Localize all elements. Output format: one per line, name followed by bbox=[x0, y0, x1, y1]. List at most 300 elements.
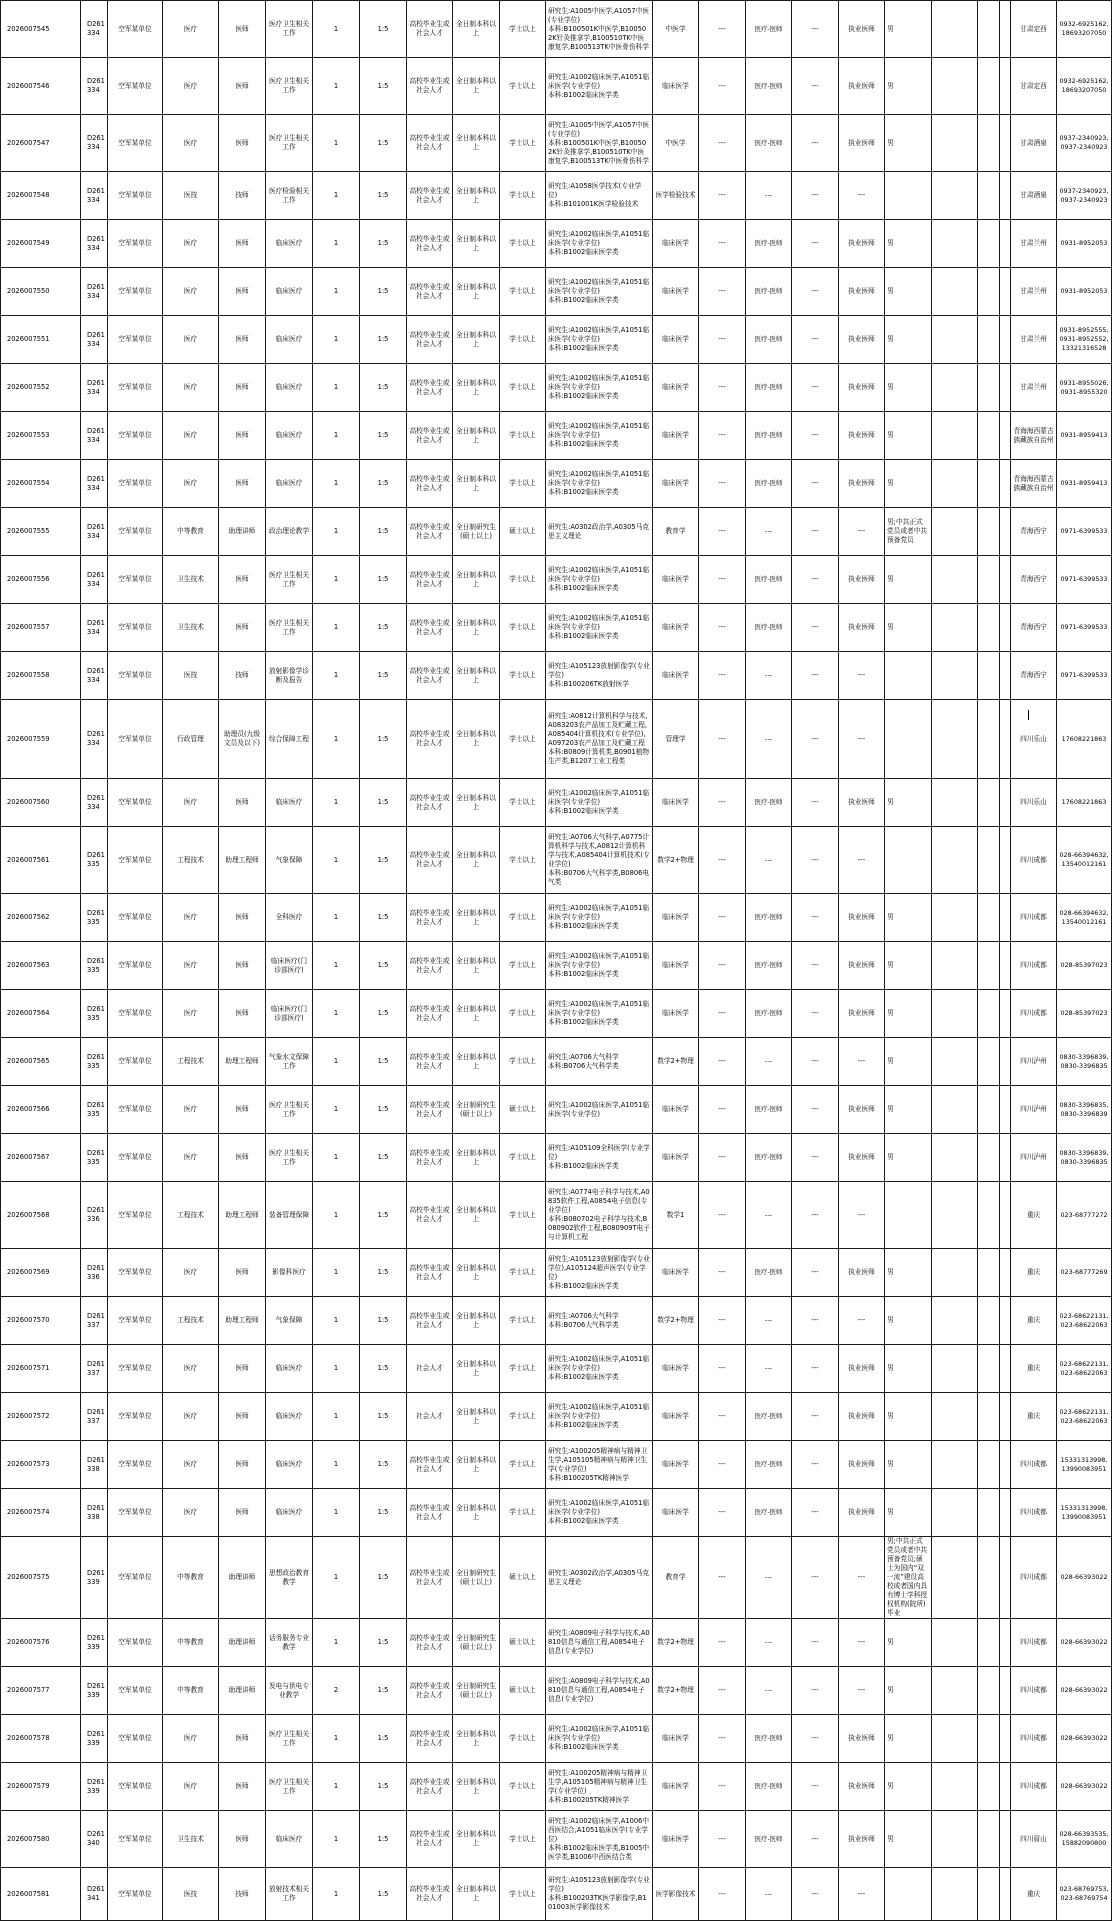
cell-cell: --- bbox=[792, 990, 839, 1038]
position-title-cell: 技师 bbox=[219, 172, 266, 220]
cell-cell: --- bbox=[699, 827, 746, 894]
contact-phone-cell: 15331313998,13990083951 bbox=[1057, 1441, 1112, 1489]
employer-cell: 空军某单位 bbox=[108, 1868, 163, 1921]
cell-cell: --- bbox=[792, 1811, 839, 1868]
candidate-source-cell: 高校毕业生或社会人才 bbox=[407, 1868, 453, 1921]
exam-ratio-cell: 1:5 bbox=[360, 1297, 407, 1345]
cell-cell: --- bbox=[792, 1134, 839, 1182]
work-location-cell: 四川成都 bbox=[1011, 942, 1057, 990]
qualification-cell: --- bbox=[746, 1667, 792, 1715]
position-category-cell: 卫生技术 bbox=[163, 1811, 219, 1868]
position-code-cell: 2026007561 bbox=[1, 827, 81, 894]
exam-ratio-cell: 1:5 bbox=[360, 1715, 407, 1763]
candidate-source-cell: 高校毕业生或社会人才 bbox=[407, 1619, 453, 1667]
degree-cell: 学士以上 bbox=[500, 942, 546, 990]
cell-cell bbox=[978, 700, 1000, 779]
unit-code-cell: D261335 bbox=[81, 1038, 108, 1086]
employer-cell: 空军某单位 bbox=[108, 1038, 163, 1086]
job-description-cell: 医疗卫生相关工作 bbox=[266, 1715, 313, 1763]
candidate-source-cell: 高校毕业生或社会人才 bbox=[407, 58, 453, 115]
cell-cell bbox=[1000, 1537, 1011, 1619]
hire-count-cell: 1 bbox=[313, 1763, 360, 1811]
exam-ratio-cell: 1:5 bbox=[360, 1811, 407, 1868]
major-requirement-cell: 研究生:A105109全科医学(专业学位) 本科:B1002临床医学类 bbox=[546, 1134, 653, 1182]
cell-cell: --- bbox=[792, 364, 839, 412]
exam-subject-cell: 临床医学 bbox=[653, 58, 699, 115]
hire-count-cell: 1 bbox=[313, 1715, 360, 1763]
position-category-cell: 医疗 bbox=[163, 1086, 219, 1134]
exam-ratio-cell: 1:5 bbox=[360, 1345, 407, 1393]
hire-count-cell: 1 bbox=[313, 58, 360, 115]
major-requirement-cell: 研究生:A1002临床医学,A1006中西医结合,A1051临床医学(专业学位) 本科:B1002临床医学类,B1005中医学类,B1006中西医结合类 bbox=[546, 1811, 653, 1868]
major-requirement-cell: 研究生:A1002临床医学,A1051临床医学(专业学位) 本科:B1002临床医学类 bbox=[546, 268, 653, 316]
contact-phone-cell: 023-68769753,023-68769754 bbox=[1057, 1868, 1112, 1921]
exam-ratio-cell: 1:5 bbox=[360, 268, 407, 316]
candidate-source-cell: 高校毕业生或社会人才 bbox=[407, 827, 453, 894]
cell-cell bbox=[932, 779, 978, 827]
position-code-cell: 2026007548 bbox=[1, 172, 81, 220]
work-location-cell: 四川眉山 bbox=[1011, 1811, 1057, 1868]
employer-cell: 空军某单位 bbox=[108, 115, 163, 172]
license-cell: 执业医师 bbox=[839, 412, 885, 460]
education-cell: 全日制本科以上 bbox=[453, 172, 500, 220]
position-title-cell: 医师 bbox=[219, 1441, 266, 1489]
exam-subject-cell: 医学影像技术 bbox=[653, 1868, 699, 1921]
cell-cell bbox=[932, 364, 978, 412]
education-cell: 全日制本科以上 bbox=[453, 220, 500, 268]
position-title-cell: 医师 bbox=[219, 1763, 266, 1811]
candidate-source-cell: 高校毕业生或社会人才 bbox=[407, 364, 453, 412]
exam-ratio-cell: 1:5 bbox=[360, 942, 407, 990]
position-title-cell: 助理员(九级文员及以下) bbox=[219, 700, 266, 779]
unit-code-cell: D261334 bbox=[81, 460, 108, 508]
work-location-cell: 重庆 bbox=[1011, 1393, 1057, 1441]
hire-count-cell: 1 bbox=[313, 1249, 360, 1297]
other-requirement-cell: 男 bbox=[885, 460, 932, 508]
cell-cell bbox=[932, 1715, 978, 1763]
candidate-source-cell: 高校毕业生或社会人才 bbox=[407, 604, 453, 652]
job-description-cell: 发电与供电专业教学 bbox=[266, 1667, 313, 1715]
position-code-cell: 2026007578 bbox=[1, 1715, 81, 1763]
job-description-cell: 医疗卫生相关工作 bbox=[266, 1, 313, 58]
hire-count-cell: 1 bbox=[313, 1, 360, 58]
qualification-cell: 医疗-医师 bbox=[746, 220, 792, 268]
work-location-cell: 青海海西蒙古族藏族自治州 bbox=[1011, 412, 1057, 460]
hire-count-cell: 1 bbox=[313, 172, 360, 220]
contact-phone-cell: 023-68622131,023-68622063 bbox=[1057, 1393, 1112, 1441]
contact-phone-cell: 028-66393022 bbox=[1057, 1537, 1112, 1619]
cell-cell: --- bbox=[792, 1249, 839, 1297]
work-location-cell: 四川成都 bbox=[1011, 990, 1057, 1038]
exam-subject-cell: 临床医学 bbox=[653, 894, 699, 942]
table-row bbox=[1, 990, 1112, 1038]
license-cell: 执业医师 bbox=[839, 115, 885, 172]
position-title-cell: 技师 bbox=[219, 652, 266, 700]
unit-code-cell: D261339 bbox=[81, 1537, 108, 1619]
hire-count-cell: 1 bbox=[313, 652, 360, 700]
major-requirement-cell: 研究生:A1002临床医学,A1051临床医学(专业学位) 本科:B1002临床医学类 bbox=[546, 1345, 653, 1393]
qualification-cell: --- bbox=[746, 700, 792, 779]
unit-code-cell: D261335 bbox=[81, 942, 108, 990]
exam-ratio-cell: 1:5 bbox=[360, 1134, 407, 1182]
contact-phone-cell: 0830-3396835,0830-3396839 bbox=[1057, 1086, 1112, 1134]
exam-subject-cell: 数学2+物理 bbox=[653, 1667, 699, 1715]
cell-cell bbox=[978, 652, 1000, 700]
table-row bbox=[1, 1619, 1112, 1667]
cell-cell bbox=[978, 827, 1000, 894]
license-cell: 执业医师 bbox=[839, 1441, 885, 1489]
degree-cell: 学士以上 bbox=[500, 364, 546, 412]
position-category-cell: 中等教育 bbox=[163, 1619, 219, 1667]
position-category-cell: 医技 bbox=[163, 652, 219, 700]
position-code-cell: 2026007547 bbox=[1, 115, 81, 172]
hire-count-cell: 1 bbox=[313, 779, 360, 827]
license-cell: 执业医师 bbox=[839, 268, 885, 316]
cell-cell: --- bbox=[792, 1715, 839, 1763]
employer-cell: 空军某单位 bbox=[108, 1297, 163, 1345]
position-code-cell: 2026007580 bbox=[1, 1811, 81, 1868]
major-requirement-cell: 研究生:A100205精神病与精神卫生学,A105105精神病与精神卫生学(专业学位) 本科:B100205TK精神医学 bbox=[546, 1763, 653, 1811]
contact-phone-cell: 0931-8952053 bbox=[1057, 220, 1112, 268]
degree-cell: 学士以上 bbox=[500, 1, 546, 58]
cell-cell bbox=[978, 1182, 1000, 1249]
cell-cell: --- bbox=[699, 412, 746, 460]
other-requirement-cell: 男 bbox=[885, 1763, 932, 1811]
education-cell: 全日制本科以上 bbox=[453, 1, 500, 58]
other-requirement-cell: 男 bbox=[885, 1345, 932, 1393]
job-description-cell: 医疗卫生相关工作 bbox=[266, 604, 313, 652]
qualification-cell: --- bbox=[746, 652, 792, 700]
work-location-cell: 甘肃定西 bbox=[1011, 58, 1057, 115]
cell-cell: --- bbox=[699, 316, 746, 364]
position-title-cell: 医师 bbox=[219, 1, 266, 58]
position-code-cell: 2026007554 bbox=[1, 460, 81, 508]
table-row bbox=[1, 1038, 1112, 1086]
cell-cell bbox=[932, 1038, 978, 1086]
exam-ratio-cell: 1:5 bbox=[360, 1393, 407, 1441]
work-location-cell: 四川泸州 bbox=[1011, 1134, 1057, 1182]
contact-phone-cell: 0830-3396839,0830-3396835 bbox=[1057, 1038, 1112, 1086]
cell-cell bbox=[1000, 942, 1011, 990]
education-cell: 全日制本科以上 bbox=[453, 942, 500, 990]
cell-cell: --- bbox=[792, 652, 839, 700]
table-row bbox=[1, 1297, 1112, 1345]
job-description-cell: 临床医疗 bbox=[266, 1489, 313, 1537]
major-requirement-cell: 研究生:A1002临床医学,A1051临床医学(专业学位) 本科:B1002临床医学类 bbox=[546, 779, 653, 827]
unit-code-cell: D261337 bbox=[81, 1297, 108, 1345]
contact-phone-cell: 028-66393535,15882090800 bbox=[1057, 1811, 1112, 1868]
employer-cell: 空军某单位 bbox=[108, 460, 163, 508]
license-cell: --- bbox=[839, 172, 885, 220]
work-location-cell: 甘肃定西 bbox=[1011, 1, 1057, 58]
cell-cell: --- bbox=[699, 604, 746, 652]
major-requirement-cell: 研究生:A1058医学技术(专业学位) 本科:B101001K医学检验技术 bbox=[546, 172, 653, 220]
exam-ratio-cell: 1:5 bbox=[360, 1619, 407, 1667]
education-cell: 全日制本科以上 bbox=[453, 652, 500, 700]
candidate-source-cell: 高校毕业生或社会人才 bbox=[407, 1811, 453, 1868]
job-description-cell: 临床医疗(门诊部医疗) bbox=[266, 942, 313, 990]
qualification-cell: 医疗-医师 bbox=[746, 556, 792, 604]
major-requirement-cell: 研究生:A1002临床医学,A1051临床医学(专业学位) 本科:B1002临床医学类 bbox=[546, 894, 653, 942]
position-title-cell: 医师 bbox=[219, 1393, 266, 1441]
degree-cell: 学士以上 bbox=[500, 1345, 546, 1393]
cell-cell bbox=[932, 316, 978, 364]
cell-cell bbox=[978, 1489, 1000, 1537]
other-requirement-cell: 男 bbox=[885, 364, 932, 412]
major-requirement-cell: 研究生:A1002临床医学,A1051临床医学(专业学位) 本科:B1002临床医学类 bbox=[546, 220, 653, 268]
position-category-cell: 行政管理 bbox=[163, 700, 219, 779]
work-location-cell: 四川泸州 bbox=[1011, 1086, 1057, 1134]
work-location-cell: 青海西宁 bbox=[1011, 508, 1057, 556]
education-cell: 全日制本科以上 bbox=[453, 700, 500, 779]
cell-cell bbox=[1000, 652, 1011, 700]
cell-cell bbox=[1000, 894, 1011, 942]
candidate-source-cell: 高校毕业生或社会人才 bbox=[407, 412, 453, 460]
unit-code-cell: D261335 bbox=[81, 827, 108, 894]
cell-cell: --- bbox=[699, 779, 746, 827]
cell-cell bbox=[978, 1715, 1000, 1763]
position-code-cell: 2026007560 bbox=[1, 779, 81, 827]
education-cell: 全日制本科以上 bbox=[453, 268, 500, 316]
degree-cell: 学士以上 bbox=[500, 316, 546, 364]
qualification-cell: 医疗-医师 bbox=[746, 1086, 792, 1134]
candidate-source-cell: 社会人才 bbox=[407, 1345, 453, 1393]
exam-ratio-cell: 1:5 bbox=[360, 1, 407, 58]
major-requirement-cell: 研究生:A1002临床医学,A1051临床医学(专业学位) 本科:B1002临床医学类 bbox=[546, 58, 653, 115]
hire-count-cell: 1 bbox=[313, 942, 360, 990]
qualification-cell: 医疗-医师 bbox=[746, 604, 792, 652]
exam-subject-cell: 临床医学 bbox=[653, 779, 699, 827]
cell-cell: --- bbox=[699, 1667, 746, 1715]
education-cell: 全日制本科以上 bbox=[453, 1441, 500, 1489]
cell-cell: --- bbox=[792, 58, 839, 115]
job-description-cell: 装备管理保障 bbox=[266, 1182, 313, 1249]
employer-cell: 空军某单位 bbox=[108, 1249, 163, 1297]
cell-cell bbox=[1000, 1345, 1011, 1393]
position-title-cell: 医师 bbox=[219, 1489, 266, 1537]
position-category-cell: 工程技术 bbox=[163, 827, 219, 894]
cell-cell bbox=[978, 1134, 1000, 1182]
exam-subject-cell: 临床医学 bbox=[653, 1489, 699, 1537]
cell-cell: --- bbox=[699, 1868, 746, 1921]
cell-cell bbox=[978, 1619, 1000, 1667]
exam-subject-cell: 临床医学 bbox=[653, 220, 699, 268]
cell-cell bbox=[1000, 1868, 1011, 1921]
cell-cell: --- bbox=[699, 990, 746, 1038]
position-category-cell: 卫生技术 bbox=[163, 556, 219, 604]
license-cell: 执业医师 bbox=[839, 779, 885, 827]
education-cell: 全日制本科以上 bbox=[453, 316, 500, 364]
cell-cell: --- bbox=[699, 1086, 746, 1134]
employer-cell: 空军某单位 bbox=[108, 604, 163, 652]
cell-cell bbox=[1000, 1297, 1011, 1345]
exam-subject-cell: 临床医学 bbox=[653, 412, 699, 460]
candidate-source-cell: 高校毕业生或社会人才 bbox=[407, 779, 453, 827]
position-code-cell: 2026007570 bbox=[1, 1297, 81, 1345]
job-description-cell: 临床医疗 bbox=[266, 460, 313, 508]
cell-cell bbox=[1000, 316, 1011, 364]
cell-cell bbox=[932, 1086, 978, 1134]
position-code-cell: 2026007562 bbox=[1, 894, 81, 942]
job-description-cell: 放射影像学诊断及报告 bbox=[266, 652, 313, 700]
qualification-cell: --- bbox=[746, 1537, 792, 1619]
table-row bbox=[1, 1, 1112, 58]
major-requirement-cell: 研究生:A1002临床医学,A1051临床医学(专业学位) 本科:B1002临床医学类 bbox=[546, 942, 653, 990]
qualification-cell: --- bbox=[746, 1868, 792, 1921]
position-title-cell: 医师 bbox=[219, 779, 266, 827]
exam-ratio-cell: 1:5 bbox=[360, 652, 407, 700]
contact-phone-cell: 028-66393022 bbox=[1057, 1715, 1112, 1763]
employer-cell: 空军某单位 bbox=[108, 1441, 163, 1489]
qualification-cell: 医疗-医师 bbox=[746, 779, 792, 827]
employer-cell: 空军某单位 bbox=[108, 220, 163, 268]
cell-cell: --- bbox=[792, 268, 839, 316]
position-code-cell: 2026007556 bbox=[1, 556, 81, 604]
major-requirement-cell: 研究生:A105123放射影像学(专业学位) 本科:B100203TK医学影像学,B101003医学影像技术 bbox=[546, 1868, 653, 1921]
position-category-cell: 医疗 bbox=[163, 1, 219, 58]
cell-cell bbox=[932, 1441, 978, 1489]
other-requirement-cell bbox=[885, 827, 932, 894]
license-cell: 执业医师 bbox=[839, 894, 885, 942]
position-title-cell: 医师 bbox=[219, 316, 266, 364]
other-requirement-cell: 男 bbox=[885, 1619, 932, 1667]
job-description-cell: 医疗卫生相关工作 bbox=[266, 556, 313, 604]
hire-count-cell: 1 bbox=[313, 268, 360, 316]
employer-cell: 空军某单位 bbox=[108, 1086, 163, 1134]
table-row bbox=[1, 1868, 1112, 1921]
qualification-cell: 医疗-医师 bbox=[746, 460, 792, 508]
position-code-cell: 2026007549 bbox=[1, 220, 81, 268]
cell-cell: --- bbox=[792, 1038, 839, 1086]
contact-phone-cell: 028-66393022 bbox=[1057, 1667, 1112, 1715]
cell-cell bbox=[1000, 1667, 1011, 1715]
position-category-cell: 医疗 bbox=[163, 1249, 219, 1297]
cell-cell bbox=[932, 1811, 978, 1868]
unit-code-cell: D261334 bbox=[81, 652, 108, 700]
exam-ratio-cell: 1:5 bbox=[360, 1667, 407, 1715]
other-requirement-cell: 男 bbox=[885, 1038, 932, 1086]
exam-ratio-cell: 1:5 bbox=[360, 1868, 407, 1921]
contact-phone-cell: 0971-6399533 bbox=[1057, 604, 1112, 652]
exam-subject-cell: 临床医学 bbox=[653, 268, 699, 316]
degree-cell: 学士以上 bbox=[500, 990, 546, 1038]
position-title-cell: 医师 bbox=[219, 220, 266, 268]
candidate-source-cell: 高校毕业生或社会人才 bbox=[407, 316, 453, 364]
position-code-cell: 2026007550 bbox=[1, 268, 81, 316]
cell-cell: --- bbox=[792, 1345, 839, 1393]
table-row bbox=[1, 1345, 1112, 1393]
exam-subject-cell: 数学2+物理 bbox=[653, 1038, 699, 1086]
table-row bbox=[1, 894, 1112, 942]
position-code-cell: 2026007545 bbox=[1, 1, 81, 58]
exam-ratio-cell: 1:5 bbox=[360, 364, 407, 412]
cell-cell bbox=[978, 1667, 1000, 1715]
employer-cell: 空军某单位 bbox=[108, 58, 163, 115]
unit-code-cell: D261338 bbox=[81, 1441, 108, 1489]
cell-cell: --- bbox=[699, 1297, 746, 1345]
employer-cell: 空军某单位 bbox=[108, 556, 163, 604]
cell-cell bbox=[978, 942, 1000, 990]
work-location-cell: 甘肃酒泉 bbox=[1011, 115, 1057, 172]
candidate-source-cell: 高校毕业生或社会人才 bbox=[407, 556, 453, 604]
cell-cell bbox=[932, 1537, 978, 1619]
contact-phone-cell: 0931-8959413 bbox=[1057, 412, 1112, 460]
unit-code-cell: D261335 bbox=[81, 1086, 108, 1134]
table-row bbox=[1, 220, 1112, 268]
license-cell: 执业医师 bbox=[839, 1086, 885, 1134]
degree-cell: 学士以上 bbox=[500, 1441, 546, 1489]
work-location-cell: 重庆 bbox=[1011, 1182, 1057, 1249]
cell-cell: --- bbox=[699, 1134, 746, 1182]
exam-ratio-cell: 1:5 bbox=[360, 1537, 407, 1619]
cell-cell: --- bbox=[699, 1619, 746, 1667]
cell-cell bbox=[932, 556, 978, 604]
other-requirement-cell: 男 bbox=[885, 1715, 932, 1763]
license-cell: --- bbox=[839, 652, 885, 700]
cell-cell bbox=[1000, 172, 1011, 220]
cell-cell: --- bbox=[699, 172, 746, 220]
contact-phone-cell: 15331313998,13990083951 bbox=[1057, 1489, 1112, 1537]
work-location-cell: 四川成都 bbox=[1011, 1441, 1057, 1489]
work-location-cell: 四川泸州 bbox=[1011, 1038, 1057, 1086]
degree-cell: 学士以上 bbox=[500, 1868, 546, 1921]
cell-cell bbox=[978, 1, 1000, 58]
candidate-source-cell: 高校毕业生或社会人才 bbox=[407, 220, 453, 268]
exam-subject-cell: 临床医学 bbox=[653, 1715, 699, 1763]
education-cell: 全日制本科以上 bbox=[453, 827, 500, 894]
exam-ratio-cell: 1:5 bbox=[360, 1038, 407, 1086]
candidate-source-cell: 高校毕业生或社会人才 bbox=[407, 1182, 453, 1249]
other-requirement-cell: 男 bbox=[885, 1249, 932, 1297]
candidate-source-cell: 高校毕业生或社会人才 bbox=[407, 1667, 453, 1715]
major-requirement-cell: 研究生:A1002临床医学,A1051临床医学(专业学位) 本科:B1002临床医学类 bbox=[546, 412, 653, 460]
cell-cell bbox=[978, 508, 1000, 556]
position-code-cell: 2026007576 bbox=[1, 1619, 81, 1667]
cell-cell: --- bbox=[699, 115, 746, 172]
job-description-cell: 医疗卫生相关工作 bbox=[266, 58, 313, 115]
position-code-cell: 2026007565 bbox=[1, 1038, 81, 1086]
education-cell: 全日制本科以上 bbox=[453, 1345, 500, 1393]
unit-code-cell: D261339 bbox=[81, 1619, 108, 1667]
table-row bbox=[1, 942, 1112, 990]
major-requirement-cell: 研究生:A1002临床医学,A1051临床医学(专业学位) 本科:B1002临床医学类 bbox=[546, 460, 653, 508]
cell-cell bbox=[1000, 1393, 1011, 1441]
table-row bbox=[1, 58, 1112, 115]
position-category-cell: 医疗 bbox=[163, 1393, 219, 1441]
table-row bbox=[1, 604, 1112, 652]
major-requirement-cell: 研究生:A0809电子科学与技术,A0810信息与通信工程,A0854电子信息(专业学位) bbox=[546, 1619, 653, 1667]
position-category-cell: 医疗 bbox=[163, 58, 219, 115]
position-code-cell: 2026007567 bbox=[1, 1134, 81, 1182]
job-description-cell: 气象保障 bbox=[266, 827, 313, 894]
cell-cell bbox=[932, 1868, 978, 1921]
position-category-cell: 医疗 bbox=[163, 268, 219, 316]
table-row bbox=[1, 1667, 1112, 1715]
cell-cell bbox=[1000, 700, 1011, 779]
table-row bbox=[1, 268, 1112, 316]
candidate-source-cell: 高校毕业生或社会人才 bbox=[407, 1249, 453, 1297]
position-category-cell: 医疗 bbox=[163, 364, 219, 412]
hire-count-cell: 1 bbox=[313, 1537, 360, 1619]
position-code-cell: 2026007552 bbox=[1, 364, 81, 412]
unit-code-cell: D261339 bbox=[81, 1667, 108, 1715]
work-location-cell: 四川成都 bbox=[1011, 1715, 1057, 1763]
major-requirement-cell: 研究生:A105123放射影像学(专业学位) 本科:B100206TK放射医学 bbox=[546, 652, 653, 700]
cell-cell: --- bbox=[792, 894, 839, 942]
cell-cell: --- bbox=[699, 1, 746, 58]
unit-code-cell: D261341 bbox=[81, 1868, 108, 1921]
exam-subject-cell: 临床医学 bbox=[653, 990, 699, 1038]
